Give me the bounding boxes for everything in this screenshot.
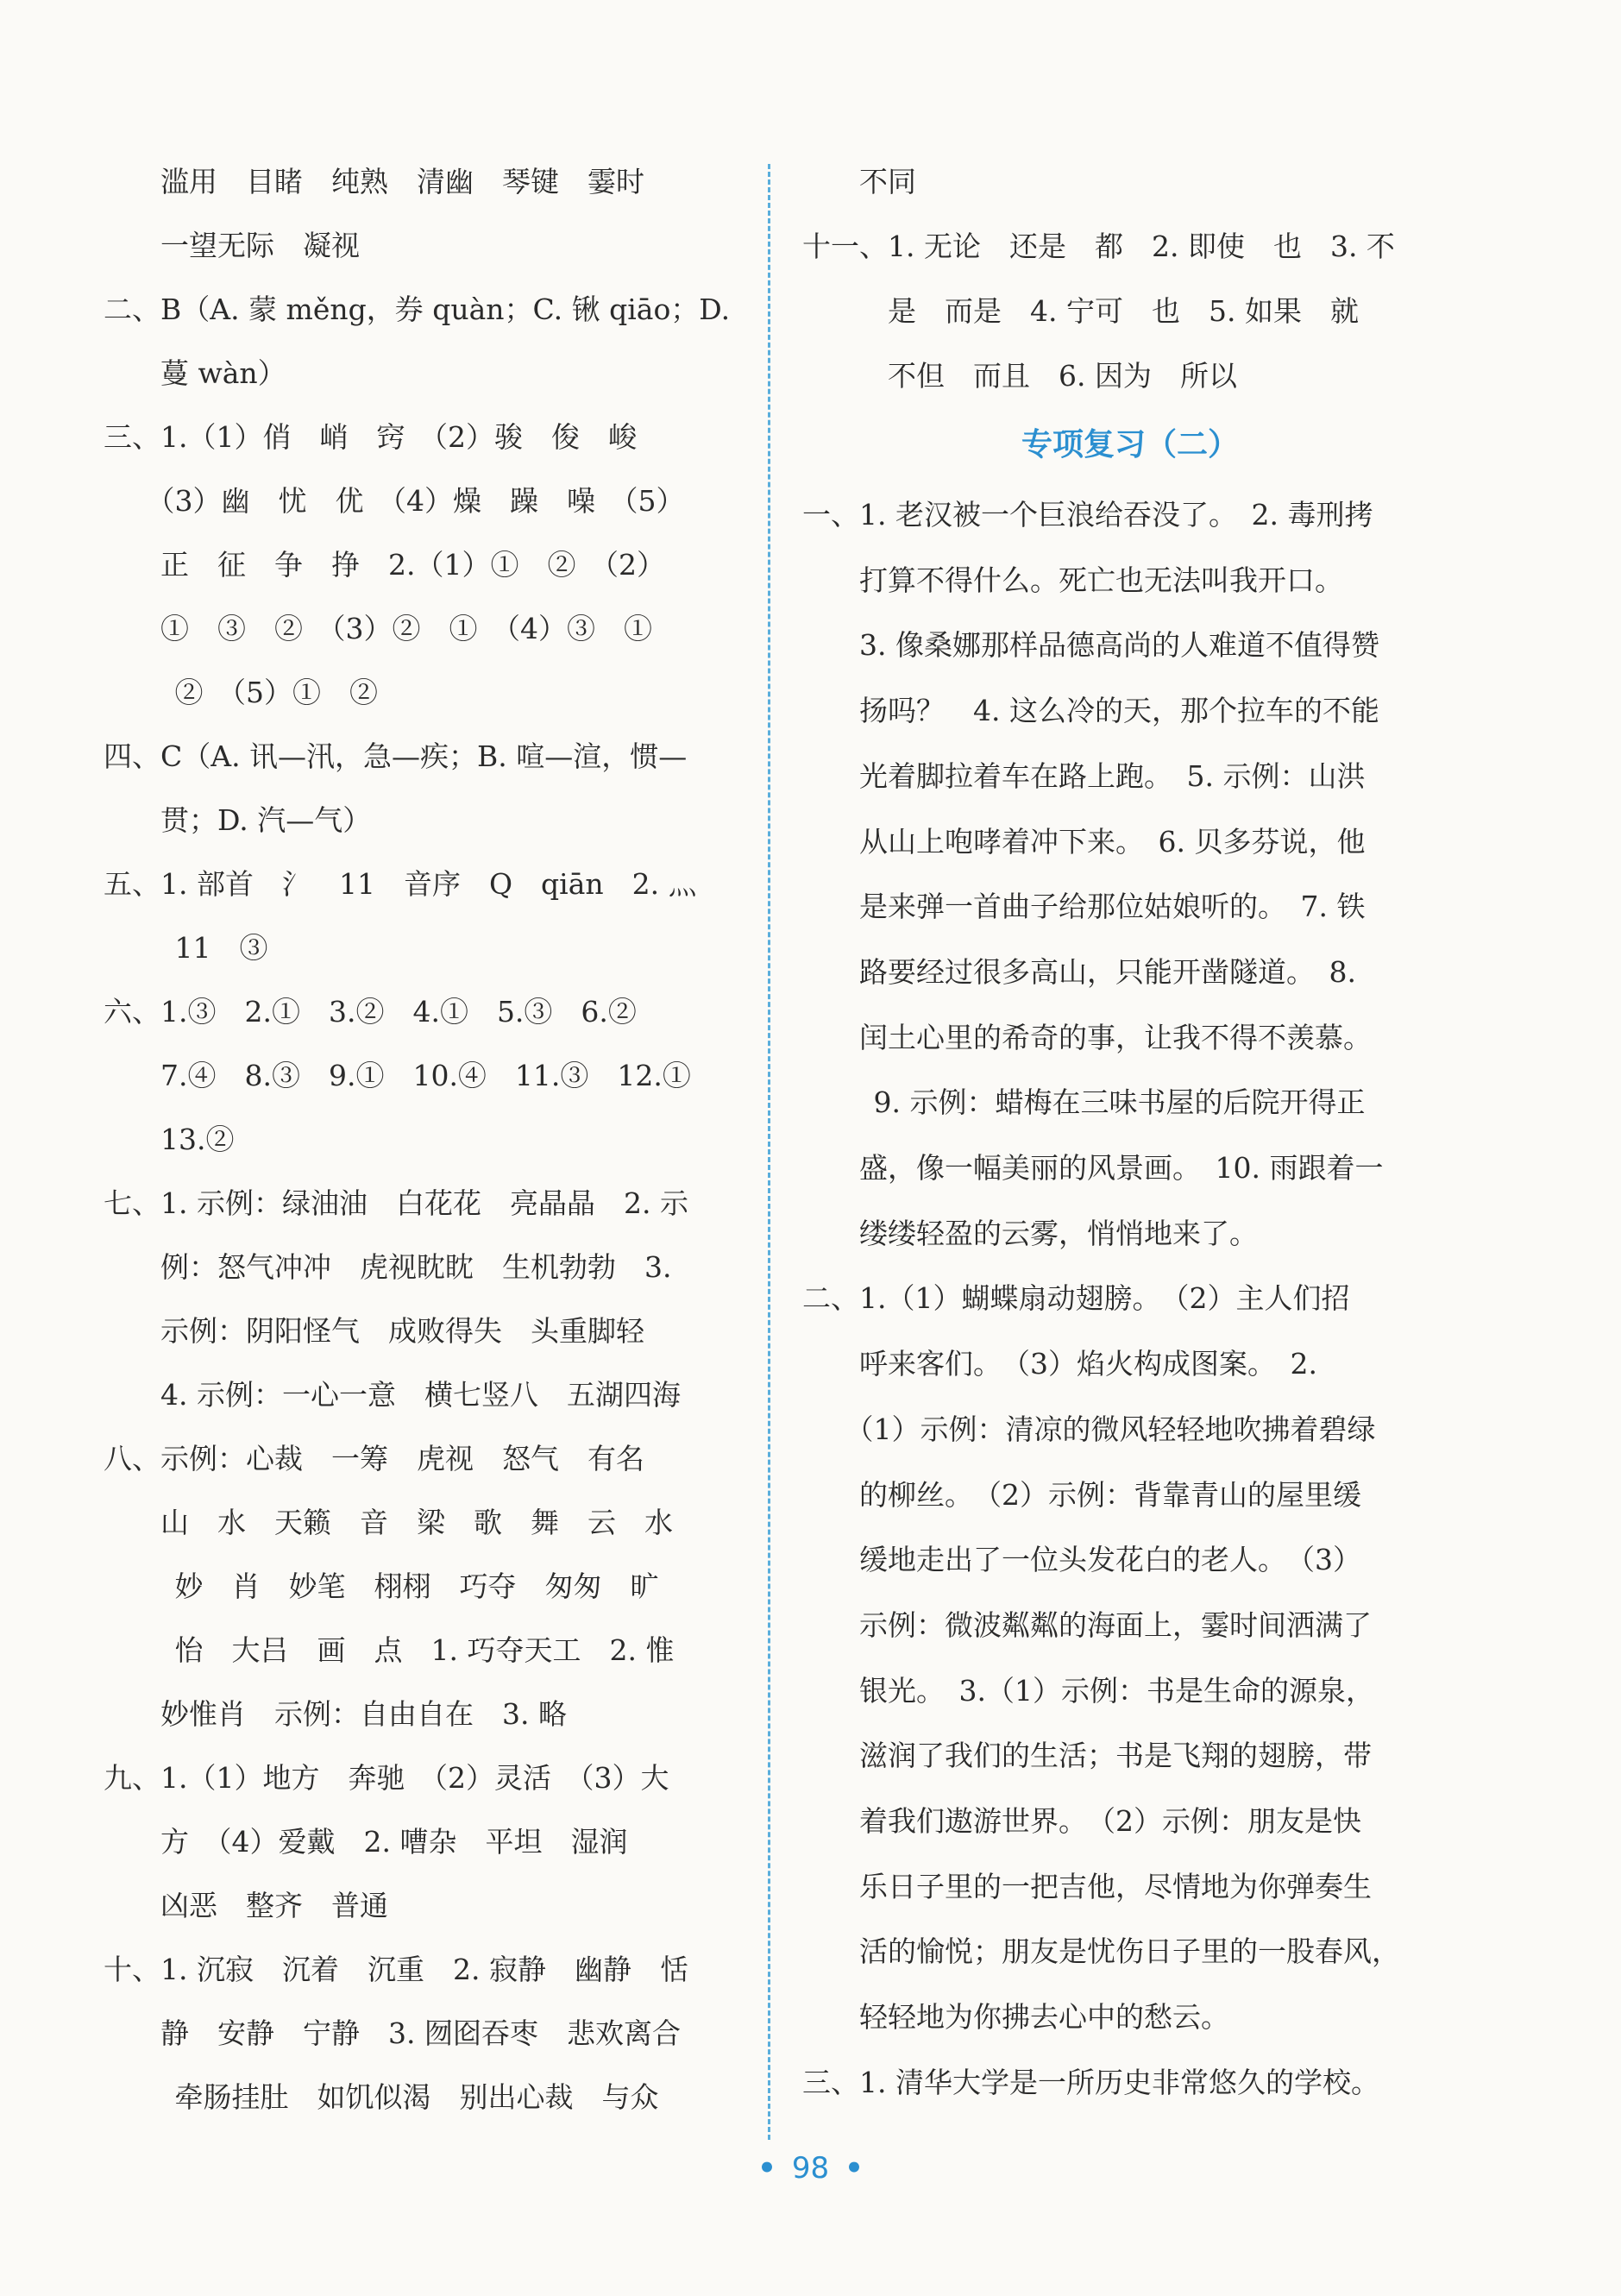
- text-line: 11 ③: [104, 931, 268, 965]
- text-line: 是 而是 4. 宁可 也 5. 如果 就: [802, 294, 1359, 328]
- text-line: 13.②: [104, 1123, 235, 1156]
- text-line: 例：怒气冲冲 虎视眈眈 生机勃勃 3.: [104, 1250, 672, 1284]
- text-line: （1）示例：清凉的微风轻轻地吹拂着碧绿: [802, 1412, 1376, 1446]
- text-line: 银光。 3.（1）示例：书是生命的源泉，: [802, 1673, 1374, 1708]
- text-line: 3. 像桑娜那样品德高尚的人难道不值得赞: [802, 628, 1379, 663]
- text-line: 从山上咆哮着冲下来。 6. 贝多芬说，他: [802, 824, 1366, 859]
- text-line: 十一、1. 无论 还是 都 2. 即使 也 3. 不: [802, 230, 1395, 263]
- text-line: 不同: [802, 165, 916, 198]
- section-title: 专项复习（二）: [1021, 427, 1239, 462]
- text-line: 妙 肖 妙笔 栩栩 巧夺 匆匆 旷: [104, 1569, 659, 1603]
- dot-icon: •: [845, 2151, 864, 2186]
- text-line: 蔓 wàn）: [104, 356, 286, 390]
- text-line: 滥用 目睹 纯熟 清幽 琴键 霎时: [104, 165, 644, 198]
- text-line: 活的愉悦；朋友是忧伤日子里的一股春风，: [802, 1934, 1400, 1969]
- text-line: 贯；D. 汽—气）: [104, 803, 372, 837]
- text-line: 怡 大吕 画 点 1. 巧夺天工 2. 惟: [104, 1633, 675, 1667]
- text-line: 的柳丝。 （2）示例：背靠青山的屋里缓: [802, 1477, 1361, 1512]
- text-line: 滋润了我们的生活；书是飞翔的翅膀，带: [802, 1739, 1372, 1773]
- text-line: 扬吗？ 4. 这么冷的天，那个拉车的不能: [802, 694, 1379, 728]
- text-line: 缓地走出了一位头发花白的老人。 （3）: [802, 1543, 1361, 1577]
- text-line: 盛，像一幅美丽的风景画。 10. 雨跟着一: [802, 1151, 1384, 1185]
- column-divider: [768, 164, 770, 2140]
- text-line: 乐日子里的一把吉他，尽情地为你弹奏生: [802, 1869, 1372, 1903]
- text-line: 4. 示例：一心一意 横七竖八 五湖四海: [104, 1378, 681, 1412]
- text-line: 不但 而且 6. 因为 所以: [802, 359, 1237, 393]
- text-line: ② （5）① ②: [104, 676, 378, 709]
- text-line: 是来弹一首曲子给那位姑娘听的。 7. 铁: [802, 890, 1366, 924]
- text-line: 五、1. 部首 氵 11 音序 Q qiān 2. 灬: [104, 867, 697, 901]
- text-line: 七、1. 示例：绿油油 白花花 亮晶晶 2. 示: [104, 1186, 688, 1220]
- text-line: 二、1.（1）蝴蝶扇动翅膀。 （2）主人们招: [802, 1281, 1350, 1316]
- text-line: 7.④ 8.③ 9.① 10.④ 11.③ 12.①: [104, 1059, 691, 1092]
- text-line: 呼来客们。 （3）焰火构成图案。 2.: [802, 1347, 1317, 1381]
- text-line: （3）幽 忧 优 （4）燥 躁 噪 （5）: [104, 484, 685, 518]
- text-line: 四、C（A. 讯—汛，急—疾；B. 喧—渲，惯—: [104, 739, 688, 773]
- text-line: 轻轻地为你拂去心中的愁云。: [802, 2000, 1229, 2035]
- text-line: 闰土心里的希奇的事，让我不得不羡慕。: [802, 1020, 1372, 1054]
- text-line: 一、1. 老汉被一个巨浪给吞没了。 2. 毒刑拷: [802, 498, 1373, 532]
- text-line: 打算不得什么。死亡也无法叫我开口。: [802, 563, 1343, 597]
- text-line: 六、1.③ 2.① 3.② 4.① 5.③ 6.②: [104, 995, 637, 1028]
- text-line: 示例：阴阳怪气 成败得失 头重脚轻: [104, 1314, 644, 1348]
- text-line: 9. 示例：蜡梅在三味书屋的后院开得正: [802, 1085, 1366, 1120]
- text-line: 牵肠挂肚 如饥似渴 别出心裁 与众: [104, 2080, 659, 2114]
- text-line: ① ③ ② （3）② ① （4）③ ①: [104, 612, 652, 645]
- text-line: 山 水 天籁 音 梁 歌 舞 云 水: [104, 1506, 673, 1539]
- page-number: [0, 2147, 1621, 2190]
- text-line: 一望无际 凝视: [104, 229, 360, 262]
- text-line: 三、1. 清华大学是一所历史非常悠久的学校。: [802, 2065, 1379, 2099]
- text-line: 凶恶 整齐 普通: [104, 1889, 388, 1922]
- dot-icon: •: [757, 2151, 776, 2186]
- text-line: 缕缕轻盈的云雾，悄悄地来了。: [802, 1216, 1258, 1250]
- text-line: 静 安静 宁静 3. 囫囵吞枣 悲欢离合: [104, 2016, 681, 2050]
- page-number-text: 98: [791, 2151, 830, 2186]
- text-line: 十、1. 沉寂 沉着 沉重 2. 寂静 幽静 恬: [104, 1953, 688, 1986]
- text-line: 着我们遨游世界。 （2）示例：朋友是快: [802, 1804, 1361, 1838]
- text-line: 妙惟肖 示例：自由自在 3. 略: [104, 1697, 567, 1731]
- text-line: 八、示例：心裁 一筹 虎视 怒气 有名: [104, 1442, 644, 1475]
- text-line: 三、1.（1）俏 峭 窍 （2）骏 俊 峻: [104, 420, 637, 454]
- text-line: 九、1.（1）地方 奔驰 （2）灵活 （3）大: [104, 1761, 669, 1795]
- text-line: 光着脚拉着车在路上跑。 5. 示例：山洪: [802, 758, 1366, 793]
- text-line: 方 （4）爱戴 2. 嘈杂 平坦 湿润: [104, 1825, 628, 1859]
- text-line: 示例：微波粼粼的海面上，霎时间洒满了: [802, 1607, 1372, 1642]
- text-line: 二、B（A. 蒙 měng，券 quàn；C. 锹 qiāo；D.: [104, 293, 731, 326]
- text-line: 正 征 争 挣 2.（1）① ② （2）: [104, 548, 665, 582]
- text-line: 路要经过很多高山，只能开凿隧道。 8.: [802, 954, 1356, 989]
